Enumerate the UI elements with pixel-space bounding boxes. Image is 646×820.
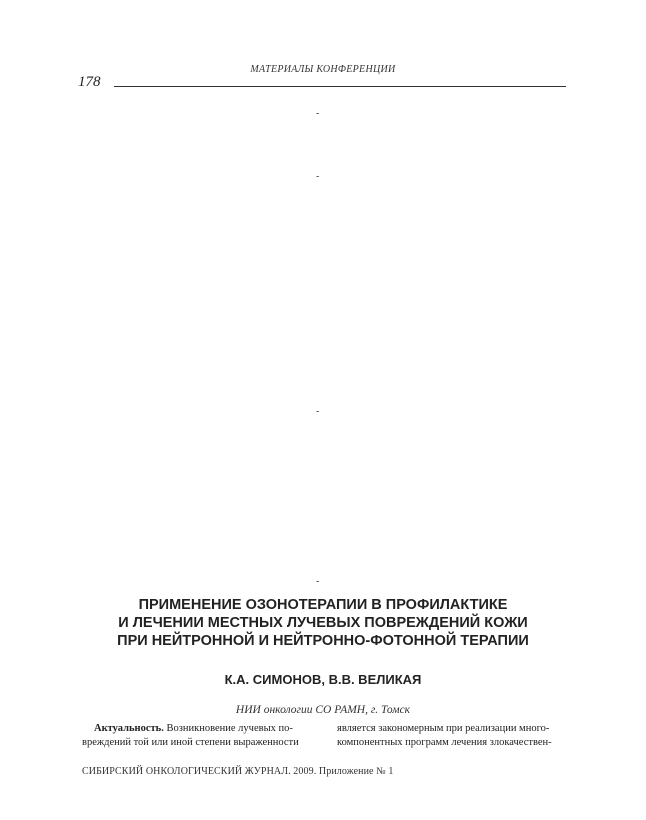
body-line [82,722,332,736]
title-line: ПРИМЕНЕНИЕ ОЗОНОТЕРАПИИ В ПРОФИЛАКТИКЕ [138,597,508,613]
body-line: является закономерным при реализации много- [337,723,550,734]
body-line: вреждений той или иной степени выраженности [82,736,299,748]
author-affiliation: НИИ онкологии СО РАМН, г. Томск [235,704,411,716]
page-number: 178 [78,74,101,90]
body-line: компонентных программ лечения злокачествен- [337,736,552,748]
body-column-left [82,722,332,749]
section-lead-label: Актуальность. [94,723,164,734]
header-rule [114,86,566,87]
separator-dash: - [316,576,320,587]
journal-footer: СИБИРСКИЙ ОНКОЛОГИЧЕСКИЙ ЖУРНАЛ. 2009. Приложение № 1 [82,766,394,777]
title-line: ПРИ НЕЙТРОННОЙ И НЕЙТРОННО-ФОТОННОЙ ТЕРАПИИ [117,633,529,649]
article-authors: К.А. СИМОНОВ, В.В. ВЕЛИКАЯ [224,672,422,687]
separator-dash: - [316,108,320,119]
separator-dash: - [316,171,320,182]
body-column-right [337,722,587,749]
title-line: И ЛЕЧЕНИИ МЕСТНЫХ ЛУЧЕВЫХ ПОВРЕЖДЕНИЙ КОЖИ [118,615,528,631]
separator-dash: - [316,406,320,417]
article-title [40,596,606,650]
running-header: МАТЕРИАЛЫ КОНФЕРЕНЦИИ [250,64,396,75]
body-text: Возникновение лучевых по- [163,723,293,734]
